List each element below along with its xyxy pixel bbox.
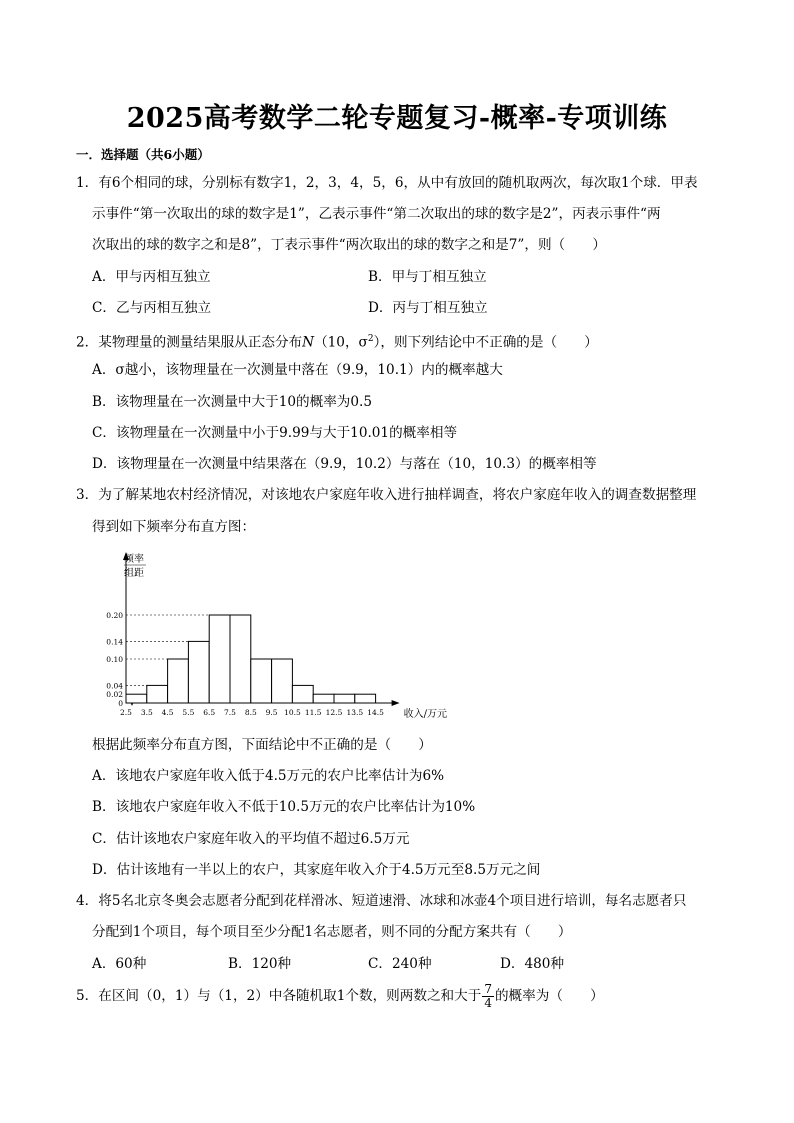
y-tick-label: 0 [118,699,123,708]
x-tick-label: 8.5 [244,708,257,717]
x-tick-label: 14.5 [367,708,384,717]
y-label-top: 频率 [124,554,144,565]
q2-stem-part-c: ），则下列结论中不正确的是（ ） [373,334,598,351]
x-tick-label: 11.5 [304,708,322,717]
x-tick-label: 10.5 [284,708,301,717]
histogram-bar [230,615,251,703]
histogram-bar [292,685,313,703]
q4-option-c[interactable]: C．240种 [368,956,432,972]
x-tick-label: 7.5 [224,708,236,717]
y-tick-label: 0.20 [106,611,123,620]
q2-option-a[interactable]: A．σ越小，该物理量在一次测量中落在（9.9，10.1）内的概率越大 [92,362,503,378]
x-tick-label: 5.5 [182,708,195,717]
q3-line-1: 3．为了解某地农村经济情况，对该地农户家庭年收入进行抽样调查，将农户家庭年收入的调查数据整理 [76,487,697,503]
q1-option-c[interactable]: C．乙与丙相互独立 [92,300,212,316]
q2-option-d[interactable]: D．该物理量在一次测量中结果落在（9.9，10.2）与落在（10，10.3）的概率相等 [92,456,597,472]
q2-stem [76,329,598,353]
histogram-bar [334,694,355,703]
x-tick-label: 6.5 [203,708,216,717]
frequency-histogram [96,548,456,724]
x-axis-label: 收入/万元 [403,709,447,720]
q5-stem-part-a: 5．在区间（0，1）与（1，2）中各随机取1个数，则两数之和大于 [76,988,482,1004]
q3-after-chart: 根据此频率分布直方图，下面结论中不正确的是（ ） [92,737,432,753]
histogram-bar [251,659,272,703]
histogram-bar [147,685,168,703]
histogram-bar [126,694,147,703]
q3-option-a[interactable]: A．该地农户家庭年收入低于4.5万元的农户比率估计为6% [92,768,445,784]
histogram-bar [168,659,189,703]
q4-option-b[interactable]: B．120种 [228,956,292,972]
y-label-bottom: 组距 [124,568,144,579]
histogram-bar [272,659,293,703]
q4-option-d[interactable]: D．480种 [500,956,565,972]
x-tick-label: 2.5 [120,708,132,717]
q2-stem-part-b: （10，σ [314,334,368,351]
q2-stem-part-a: 2．某物理量的测量结果服从正态分布 [76,334,303,351]
histogram-bar [313,694,334,703]
q2-stem-sup: 2 [367,334,374,344]
q2-option-c[interactable]: C．该物理量在一次测量中小于9.99与大于10.01的概率相等 [92,425,458,441]
q3-option-c[interactable]: C．估计该地农户家庭年收入的平均值不超过6.5万元 [92,831,410,847]
histogram-bar [188,641,209,703]
q3-option-d[interactable]: D．估计该地有一半以上的农户，其家庭年收入介于4.5万元至8.5万元之间 [92,862,541,878]
q5-stem [76,981,604,1011]
q4-line-2: 分配到1个项目，每个项目至少分配1名志愿者，则不同的分配方案共有（ ） [92,924,572,940]
y-tick-label: 0.02 [106,690,123,700]
x-tick-label: 4.5 [161,708,174,717]
q5-stem-part-b: 的概率为（ ） [494,988,604,1004]
y-tick-label: 0.10 [106,655,123,664]
q1-option-d[interactable]: D．丙与丁相互独立 [368,300,488,316]
q1-option-a[interactable]: A．甲与丙相互独立 [92,269,211,285]
x-tick-label: 9.5 [265,708,278,717]
q4-line-1: 4．将5名北京冬奥会志愿者分配到花样滑冰、短道速滑、冰球和冰壶4个项目进行培训，每名志愿者只 [76,893,687,909]
q4-option-a[interactable]: A．60种 [92,956,147,972]
x-tick-label: 13.5 [346,708,364,717]
q3-line-2: 得到如下频率分布直方图： [92,519,256,535]
q5-fraction [482,983,494,1010]
x-tick-label: 12.5 [325,708,343,717]
x-axis-arrow [392,700,400,706]
histogram-bar [355,694,376,703]
page-title: 2025高考数学二轮专题复习-概率-专项训练 [126,103,668,134]
section-heading: 一．选择题（共6小题） [76,147,210,162]
q2-stem-n: N [302,334,315,351]
q1-option-b[interactable]: B．甲与丁相互独立 [368,269,487,285]
q1-line-1: 1．有6个相同的球，分别标有数字1，2，3，4，5，6，从中有放回的随机取两次，每次取1个球．甲表 [76,175,698,191]
q5-frac-num: 7 [484,982,492,996]
y-tick-label: 0.04 [106,681,123,691]
x-tick-label: 3.5 [140,708,153,717]
y-tick-label: 0.14 [106,637,123,647]
histogram-bar [209,615,230,703]
q5-frac-den: 4 [484,996,492,1010]
q3-option-b[interactable]: B．该地农户家庭年收入不低于10.5万元的农户比率估计为10% [92,799,476,815]
q2-option-b[interactable]: B．该物理量在一次测量中大于10的概率为0.5 [92,394,372,410]
q1-line-2: 示事件“第一次取出的球的数字是1”，乙表示事件“第二次取出的球的数字是2”，丙表示事件“两 [92,206,661,222]
q1-line-3: 次取出的球的数字之和是8”，丁表示事件“两次取出的球的数字之和是7”，则（ ） [92,237,606,253]
